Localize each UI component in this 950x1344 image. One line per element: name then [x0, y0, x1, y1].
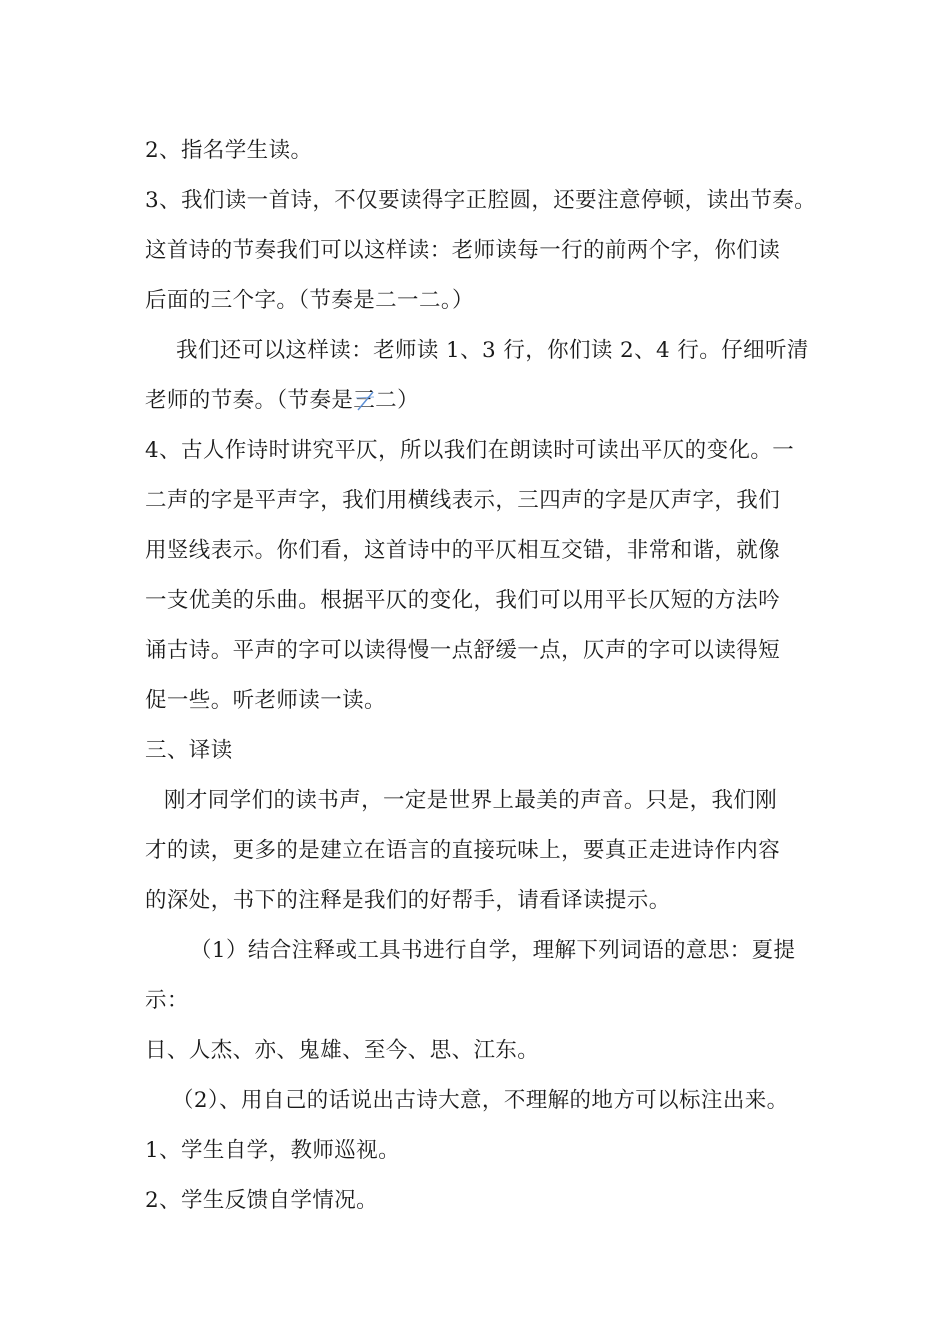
paragraph-line: 这首诗的节奏我们可以这样读：老师读每一行的前两个字，你们读 — [145, 238, 781, 263]
paragraph-line: 日、人杰、亦、鬼雄、至今、思、江东。 — [145, 1038, 540, 1063]
paragraph-line: 刚才同学们的读书声，一定是世界上最美的声音。只是，我们刚 — [164, 788, 778, 813]
paragraph-line: 2、学生反馈自学情况。 — [145, 1188, 379, 1213]
paragraph-line: 2、指名学生读。 — [145, 138, 313, 163]
paragraph-line: （1）结合注释或工具书进行自学，理解下列词语的意思：夏提 — [190, 938, 796, 963]
paragraph-line: 二声的字是平声字，我们用横线表示，三四声的字是仄声字，我们 — [145, 488, 781, 513]
paragraph-line: 3、我们读一首诗，不仅要读得字正腔圆，还要注意停顿，读出节奏。 — [145, 188, 817, 213]
paragraph-line: 才的读，更多的是建立在语言的直接玩味上，要真正走进诗作内容 — [145, 838, 781, 863]
paragraph-line: （2）、用自己的话说出古诗大意，不理解的地方可以标注出来。 — [172, 1088, 789, 1113]
section-heading: 三、译读 — [145, 738, 233, 763]
paragraph-line: 用竖线表示。你们看，这首诗中的平仄相互交错，非常和谐，就像 — [145, 538, 781, 563]
paragraph-line: 诵古诗。平声的字可以读得慢一点舒缓一点，仄声的字可以读得短 — [145, 638, 781, 663]
paragraph-line: 4、古人作诗时讲究平仄，所以我们在朗读时可读出平仄的变化。一 — [145, 438, 795, 463]
annotated-line-before: 老师的节奏。（节奏是 — [145, 388, 354, 413]
annotated-line — [145, 387, 419, 415]
paragraph-line: 的深处，书下的注释是我们的好帮手，请看译读提示。 — [145, 888, 671, 913]
paragraph-line: 后面的三个字。（节奏是二一二。） — [145, 288, 474, 313]
paragraph-line: 1、学生自学，教师巡视。 — [145, 1138, 400, 1163]
paragraph-line: 我们还可以这样读：老师读 1、3 行，你们读 2、4 行。仔细听清 — [176, 338, 809, 363]
paragraph-line: 示： — [145, 988, 189, 1013]
paragraph-line: 促一些。听老师读一读。 — [145, 688, 386, 713]
struck-character-text: 三 — [353, 388, 376, 413]
struck-character — [353, 387, 375, 415]
annotated-line-after: 二） — [375, 388, 419, 413]
paragraph-line: 一支优美的乐曲。根据平仄的变化，我们可以用平长仄短的方法吟 — [145, 588, 781, 613]
